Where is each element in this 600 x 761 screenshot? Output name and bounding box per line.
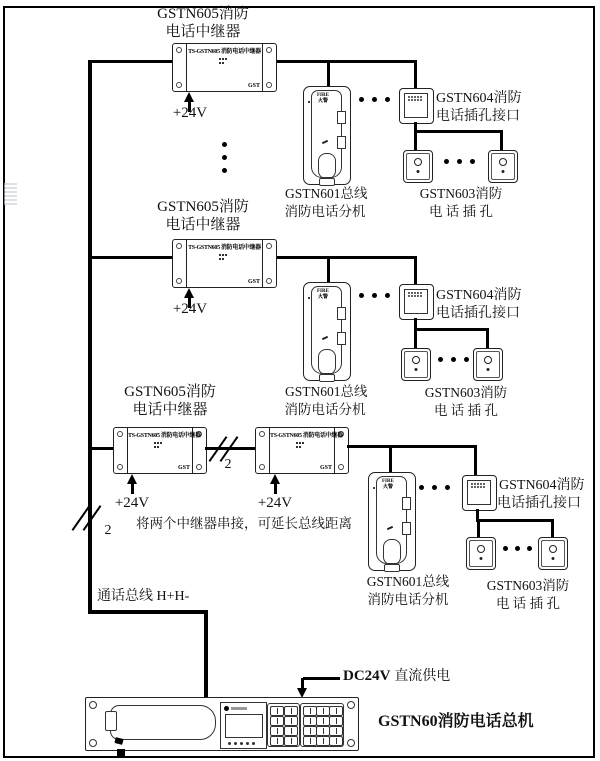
jack-title-3-line2: 电 话 插 孔 <box>495 596 561 611</box>
jack-title-1-line2: 电 话 插 孔 <box>428 204 494 219</box>
led-indicator <box>234 742 237 745</box>
continuation-dot <box>457 159 462 164</box>
jack-title-2-line2: 电 话 插 孔 <box>433 403 499 418</box>
repeater-brand-logo: GST <box>247 83 260 89</box>
phone-title-2-line1: GSTN601总线 <box>285 384 368 399</box>
screw-icon <box>266 47 272 53</box>
repeat-dot <box>222 168 227 173</box>
repeater-right-tab <box>262 44 276 91</box>
keypad-key <box>316 726 330 736</box>
handset-bottom <box>318 153 336 179</box>
wire <box>414 61 417 89</box>
telephone-jack-2a <box>401 348 431 381</box>
hook-notch <box>337 307 346 320</box>
telephone-jack-3a <box>466 537 496 570</box>
wire <box>327 257 330 283</box>
jack-hole <box>477 545 485 553</box>
jack-interface-title-1-line1: GSTN604消防 <box>436 91 522 106</box>
screw-icon <box>117 431 123 437</box>
power-label-1: +24V <box>172 105 208 121</box>
jack-interface-title-2-line1: GSTN604消防 <box>436 288 522 303</box>
repeater-terminals <box>296 442 298 444</box>
jack-title-2-line1: GSTN603消防 <box>424 385 508 400</box>
repeater-model-text: TS-GSTN605 消防电话中继器 <box>128 433 201 439</box>
phone-title-1-line2: 消防电话分机 <box>284 204 366 219</box>
repeater-device-2 <box>172 239 277 288</box>
jack-interface-title-3-line1: GSTN604消防 <box>499 478 585 493</box>
wire <box>414 257 417 286</box>
jack-title-3-line1: GSTN603消防 <box>486 578 570 593</box>
arrow-shaft <box>131 482 134 494</box>
phone-foot <box>384 564 400 572</box>
indicator-dot <box>308 297 310 299</box>
screw-icon <box>89 739 97 747</box>
jack-interface-title-1-line2: 电话插孔接口 <box>436 109 520 124</box>
continuation-dot <box>451 357 456 362</box>
keypad-key <box>303 726 317 736</box>
continuation-dot <box>445 485 450 490</box>
jack-pin <box>552 557 555 560</box>
jack-hole <box>412 356 420 364</box>
continuation-dot <box>515 546 520 551</box>
repeater-left-tab <box>173 240 187 287</box>
repeater-model-text: TS-GSTN605 消防电话中继器 <box>270 433 343 439</box>
hook-notch <box>402 522 411 535</box>
wire <box>414 130 417 151</box>
screw-icon <box>347 701 355 709</box>
series-wire-count: 2 <box>224 457 232 472</box>
wire <box>414 328 417 349</box>
repeater-left-tab <box>114 428 128 473</box>
fire-label: FIRE 火警 <box>317 289 329 300</box>
indicator-dot <box>308 101 310 103</box>
keypad-left <box>267 703 300 747</box>
continuation-dot <box>432 485 437 490</box>
repeater-terminals <box>219 254 221 256</box>
wire <box>275 256 417 259</box>
continuation-dot <box>470 159 475 164</box>
power-label-3b: +24V <box>257 495 293 511</box>
panel-stub <box>117 749 125 757</box>
fire-label: FIRE 火警 <box>382 479 394 490</box>
wire <box>90 447 113 450</box>
continuation-dot <box>444 159 449 164</box>
continuation-dot <box>503 546 508 551</box>
lcd-screen <box>225 714 263 738</box>
wire <box>389 446 392 473</box>
main-unit-panel <box>85 697 359 751</box>
handset-cradle <box>110 705 216 740</box>
screw-icon <box>259 464 265 470</box>
continuation-dot <box>464 357 469 362</box>
keypad-key <box>284 706 298 716</box>
keypad-key <box>316 706 330 716</box>
hook-notch <box>402 497 411 510</box>
arrow-shaft <box>274 482 277 494</box>
screw-icon <box>266 82 272 88</box>
jack-hole <box>414 158 422 166</box>
fire-label: FIRE 火警 <box>317 93 329 104</box>
keypad-key <box>329 726 343 736</box>
repeater-brand-logo: GST <box>177 465 190 471</box>
wire <box>500 130 503 151</box>
repeater-title-3-line1: GSTN605消防 <box>124 384 216 400</box>
hook-notch <box>337 111 346 124</box>
continuation-dot <box>419 485 424 490</box>
jack-hole <box>549 545 557 553</box>
keypad-key <box>270 736 284 746</box>
jack-interface-3 <box>462 475 497 511</box>
telephone-jack-2b <box>473 348 503 381</box>
jack-hole <box>499 158 507 166</box>
jack-interface-title-2-line2: 电话插孔接口 <box>436 306 520 321</box>
phone-title-2-line2: 消防电话分机 <box>284 402 366 417</box>
wire <box>551 519 554 538</box>
series-note: 将两个中继器串接，可延长总线距离 <box>136 516 352 531</box>
bus-wire-horizontal <box>88 610 208 614</box>
jack-pin <box>480 557 483 560</box>
wire <box>486 328 489 349</box>
dc-supply-label: DC24V 直流供电 <box>343 668 451 684</box>
main-unit-label: GSTN60消防电话总机 <box>378 713 534 730</box>
jack-pin <box>417 170 420 173</box>
telephone-jack-1b <box>488 150 518 183</box>
handset-bottom <box>318 349 336 375</box>
jack-hole <box>484 356 492 364</box>
jack-interface-title-3-line2: 电话插孔接口 <box>497 496 581 511</box>
screw-icon <box>338 464 344 470</box>
repeater-device-3b <box>255 427 349 474</box>
screw-icon <box>196 464 202 470</box>
repeater-title-1-line1: GSTN605消防 <box>157 6 249 22</box>
continuation-dot <box>527 546 532 551</box>
indicator-dot <box>373 487 375 489</box>
repeater-terminals <box>219 58 221 60</box>
grille-icon <box>408 96 410 98</box>
wire <box>414 130 503 133</box>
repeater-left-tab <box>173 44 187 91</box>
led-indicator <box>228 742 231 745</box>
continuation-dot <box>359 293 364 298</box>
keypad-key <box>303 716 317 726</box>
repeater-left-tab <box>256 428 270 473</box>
wire <box>477 519 554 522</box>
screw-icon <box>176 278 182 284</box>
wire <box>474 446 477 476</box>
repeater-title-2-line2: 电话中继器 <box>165 217 241 233</box>
panel-mark <box>114 737 123 745</box>
keypad-key <box>316 736 330 746</box>
repeater-model-text: TS-GSTN605 消防电话中继器 <box>188 245 261 251</box>
repeater-title-2-line1: GSTN605消防 <box>157 199 249 215</box>
grille-icon <box>408 292 410 294</box>
wire <box>90 256 172 259</box>
repeater-terminals <box>154 442 156 444</box>
phone-title-1-line1: GSTN601总线 <box>285 186 368 201</box>
fire-telephone-1 <box>303 86 351 185</box>
cradle-notch <box>105 711 117 731</box>
handset-bottom <box>383 539 401 565</box>
telephone-jack-3b <box>538 537 568 570</box>
repeater-model-text: TS-GSTN605 消防电话中继器 <box>188 49 261 55</box>
wire <box>477 519 480 538</box>
bus-wire-vertical <box>88 60 92 614</box>
keypad-key <box>329 716 343 726</box>
hook-notch <box>337 136 346 149</box>
phone-foot <box>319 374 335 382</box>
keypad-key <box>270 726 284 736</box>
fire-telephone-3 <box>368 472 416 571</box>
jack-interface-2 <box>399 284 434 320</box>
led-indicator <box>246 742 249 745</box>
led-indicator <box>240 742 243 745</box>
hook-notch <box>337 332 346 345</box>
repeat-dot <box>222 155 227 160</box>
bus-wire-to-main-unit <box>204 610 208 700</box>
screw-icon <box>89 701 97 709</box>
scan-artifact <box>4 183 17 205</box>
led-indicator <box>252 742 255 745</box>
grille-icon <box>471 483 473 485</box>
keypad-key <box>303 736 317 746</box>
jack-title-1-line1: GSTN603消防 <box>419 186 503 201</box>
keypad-key <box>303 706 317 716</box>
wire <box>275 60 417 63</box>
repeater-device-3a <box>113 427 207 474</box>
phone-title-3-line2: 消防电话分机 <box>367 592 449 607</box>
repeater-device-1 <box>172 43 277 92</box>
display-module <box>220 702 267 749</box>
keypad-key <box>284 736 298 746</box>
continuation-dot <box>359 97 364 102</box>
keypad-key <box>270 706 284 716</box>
brand-logo-text <box>231 707 247 710</box>
screw-icon <box>176 47 182 53</box>
bus-label: 通话总线 H+H- <box>97 589 190 604</box>
keypad-key <box>270 716 284 726</box>
repeat-dot <box>222 142 227 147</box>
jack-pin <box>502 170 505 173</box>
screw-icon <box>347 739 355 747</box>
dc-supply-wire <box>303 677 340 680</box>
telephone-jack-1a <box>403 150 433 183</box>
continuation-dot <box>385 293 390 298</box>
continuation-dot <box>385 97 390 102</box>
bus-wire-count: 2 <box>104 523 112 538</box>
repeater-brand-logo: GST <box>319 465 332 471</box>
keypad-right <box>300 703 344 747</box>
power-label-2: +24V <box>172 301 208 317</box>
wire <box>327 61 330 87</box>
continuation-dot <box>372 97 377 102</box>
screw-icon <box>176 82 182 88</box>
keypad-key <box>329 736 343 746</box>
screw-icon <box>259 431 265 437</box>
screw-icon <box>176 243 182 249</box>
keypad-key <box>284 716 298 726</box>
screw-icon <box>117 464 123 470</box>
repeater-brand-logo: GST <box>247 279 260 285</box>
screw-icon <box>266 243 272 249</box>
keypad-key <box>316 716 330 726</box>
keypad-key <box>329 706 343 716</box>
jack-interface-1 <box>399 88 434 124</box>
wire <box>90 60 172 63</box>
brand-logo-icon <box>224 706 229 711</box>
continuation-dot <box>372 293 377 298</box>
repeater-title-1-line2: 电话中继器 <box>165 24 241 40</box>
keypad-key <box>284 726 298 736</box>
phone-title-3-line1: GSTN601总线 <box>366 574 450 589</box>
fire-telephone-2 <box>303 282 351 381</box>
continuation-dot <box>438 357 443 362</box>
jack-pin <box>415 368 418 371</box>
screw-icon <box>266 278 272 284</box>
power-label-3a: +24V <box>114 495 150 511</box>
jack-pin <box>487 368 490 371</box>
repeater-title-3-line2: 电话中继器 <box>132 402 208 418</box>
wire <box>414 328 489 331</box>
wire <box>347 445 477 448</box>
repeater-right-tab <box>262 240 276 287</box>
